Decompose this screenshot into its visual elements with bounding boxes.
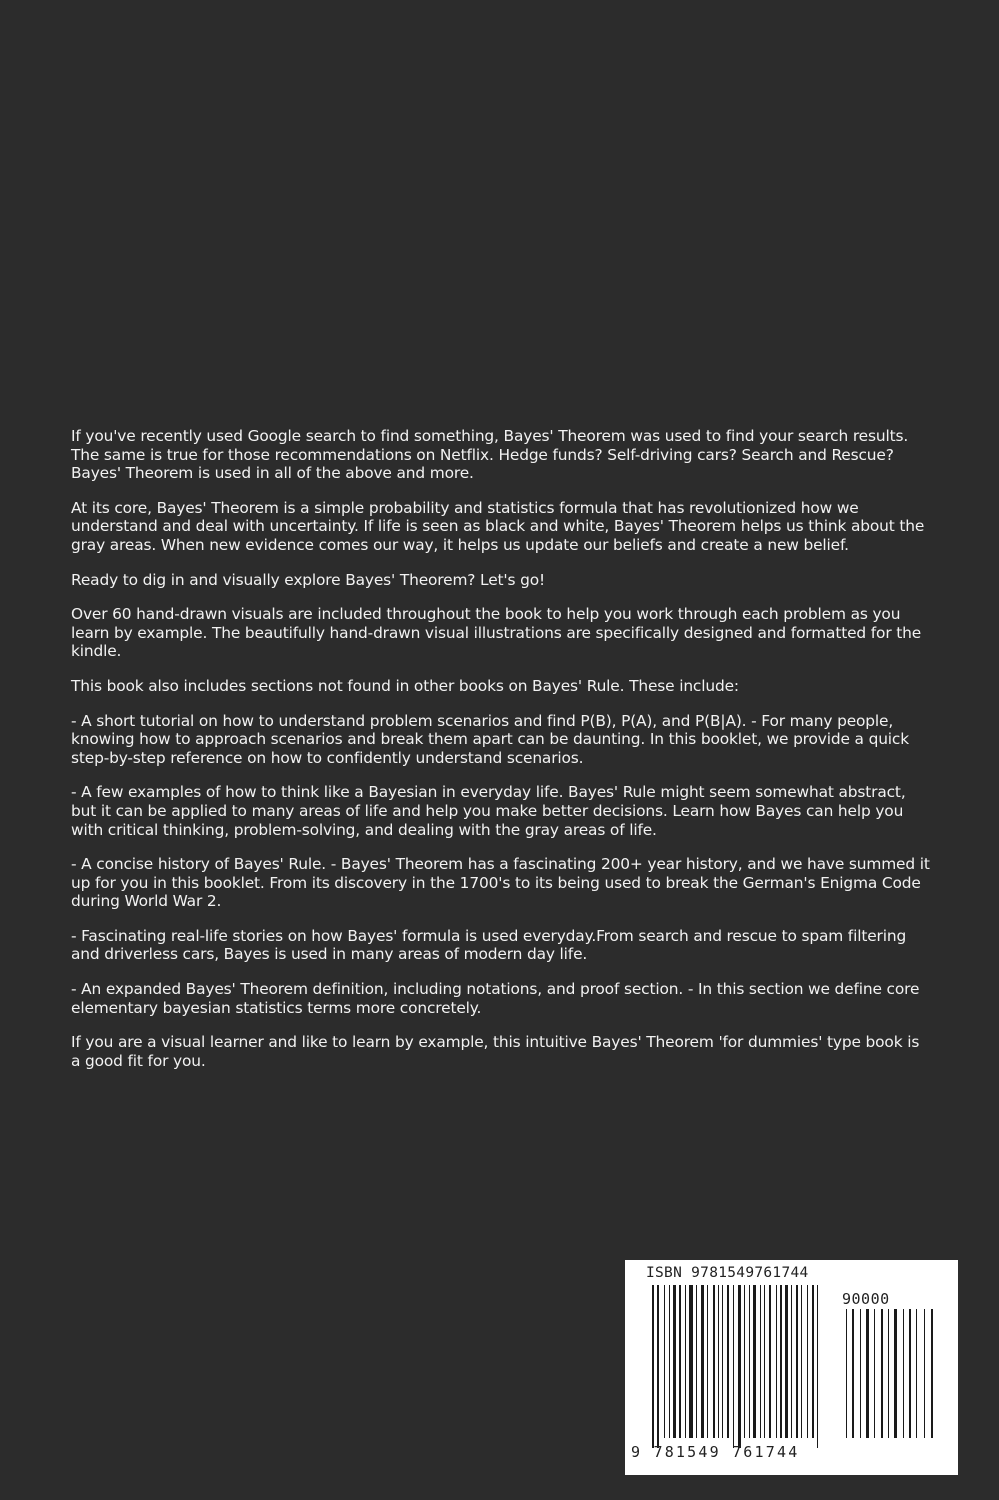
barcode-bar <box>916 1309 917 1438</box>
barcode-bar <box>701 1285 704 1438</box>
barcode-bar <box>707 1285 708 1438</box>
barcode-bar <box>846 1309 847 1438</box>
paragraph-visuals: Over 60 hand-drawn visuals are included throughout the book to help you work through each problem as you learn by example. The beautifully hand-drawn visual illustrations are specifically designed and formatted for the kindle. <box>71 605 922 661</box>
isbn-barcode <box>625 1260 958 1475</box>
barcode-bar <box>881 1309 883 1438</box>
barcode-bar <box>764 1285 765 1438</box>
barcode-bar <box>722 1285 723 1438</box>
barcode-bar <box>812 1285 814 1438</box>
barcode-bar <box>866 1309 869 1438</box>
barcode-bar <box>796 1285 798 1438</box>
barcode-bar <box>696 1285 697 1438</box>
barcode-bar <box>744 1285 745 1438</box>
barcode-bar <box>852 1309 854 1438</box>
barcode-bar <box>888 1309 889 1438</box>
book-description <box>71 427 933 1086</box>
paragraph-definition: - An expanded Bayes' Theorem definition, including notations, and proof section. - In this section we define core elementary bayesian statistics terms more concretely. <box>71 980 920 1017</box>
barcode-bar <box>931 1309 933 1438</box>
barcode-bar <box>738 1285 741 1448</box>
barcode-bar <box>652 1285 654 1448</box>
paragraph-call-to-action: Ready to dig in and visually explore Bayes' Theorem? Let's go! <box>71 570 546 589</box>
barcode-bar <box>673 1285 676 1438</box>
barcode-bar <box>669 1285 670 1438</box>
barcode-bar <box>801 1285 802 1438</box>
barcode-bar <box>894 1309 897 1438</box>
barcode-bar <box>817 1285 818 1448</box>
barcode-bar <box>713 1285 715 1438</box>
paragraph-intro: If you've recently used Google search to find something, Bayes' Theorem was used to find your search results. The same is true for those recommendations on Netflix. Hedge funds? Self-driving cars? Search and Rescue? Bayes' Theorem is used in all of the above and more. <box>71 427 909 483</box>
barcode-bar <box>760 1285 761 1438</box>
barcode-bar <box>791 1285 792 1438</box>
barcode-bar <box>776 1285 777 1438</box>
paragraph-history: - A concise history of Bayes' Rule. - Bayes' Theorem has a fascinating 200+ year history, and we have summed it up for you in this booklet. From its discovery in the 1700's to its being used to break the German's Enigma Code during World War 2. <box>71 855 930 911</box>
paragraph-sections-intro: This book also includes sections not found in other books on Bayes' Rule. These include: <box>71 676 739 695</box>
barcode-bar <box>679 1285 681 1438</box>
barcode-bar <box>733 1285 734 1448</box>
barcode-bar <box>727 1285 729 1438</box>
barcode-bar <box>903 1309 904 1438</box>
barcode-bar <box>874 1309 875 1438</box>
barcode-bar <box>780 1285 782 1438</box>
paragraph-closing: If you are a visual learner and like to learn by example, this intuitive Bayes' Theorem 'for dummies' type book is a good fit for you. <box>71 1033 920 1070</box>
price-addon-label: 90000 <box>842 1290 890 1308</box>
barcode-bar <box>689 1285 693 1438</box>
paragraph-core: At its core, Bayes' Theorem is a simple probability and statistics formula that has revolutionized how we understand and deal with uncertainty. If life is seen as black and white, Bayes' Theorem helps us think about the gray areas. When new evidence comes our way, it helps us update our beliefs and create a new belief. <box>71 498 925 554</box>
ean-digits: 9 781549 761744 <box>631 1443 800 1461</box>
barcode-bar <box>860 1309 861 1438</box>
barcode-bar <box>657 1285 659 1448</box>
barcode-bar <box>909 1309 911 1438</box>
barcode-bar <box>807 1285 808 1438</box>
barcode-bar <box>749 1285 750 1438</box>
barcode-bar <box>785 1285 788 1438</box>
paragraph-examples: - A few examples of how to think like a Bayesian in everyday life. Bayes' Rule might seem somewhat abstract, but it can be applied to many areas of life and help you make better decisions. Learn how Bayes can help you with critical thinking, problem-solving, and dealing with the gray areas of life. <box>71 783 906 839</box>
barcode-bar <box>685 1285 686 1438</box>
paragraph-tutorial: - A short tutorial on how to understand problem scenarios and find P(B), P(A), and P(B|A). - For many people, knowing how to approach scenarios and break them apart can be daunting. In this booklet, we provide a quick step-by-step reference on how to confidently understand scenarios. <box>71 711 910 767</box>
barcode-bar <box>924 1309 925 1438</box>
paragraph-stories: - Fascinating real-life stories on how Bayes' formula is used everyday.From search and rescue to spam filtering and driverless cars, Bayes is used in many areas of modern day life. <box>71 926 907 964</box>
isbn-label: ISBN 9781549761744 <box>646 1265 809 1281</box>
barcode-bar <box>753 1285 756 1438</box>
barcode-bar <box>664 1285 665 1438</box>
barcode-bar <box>769 1285 771 1438</box>
barcode-bar <box>718 1285 719 1438</box>
